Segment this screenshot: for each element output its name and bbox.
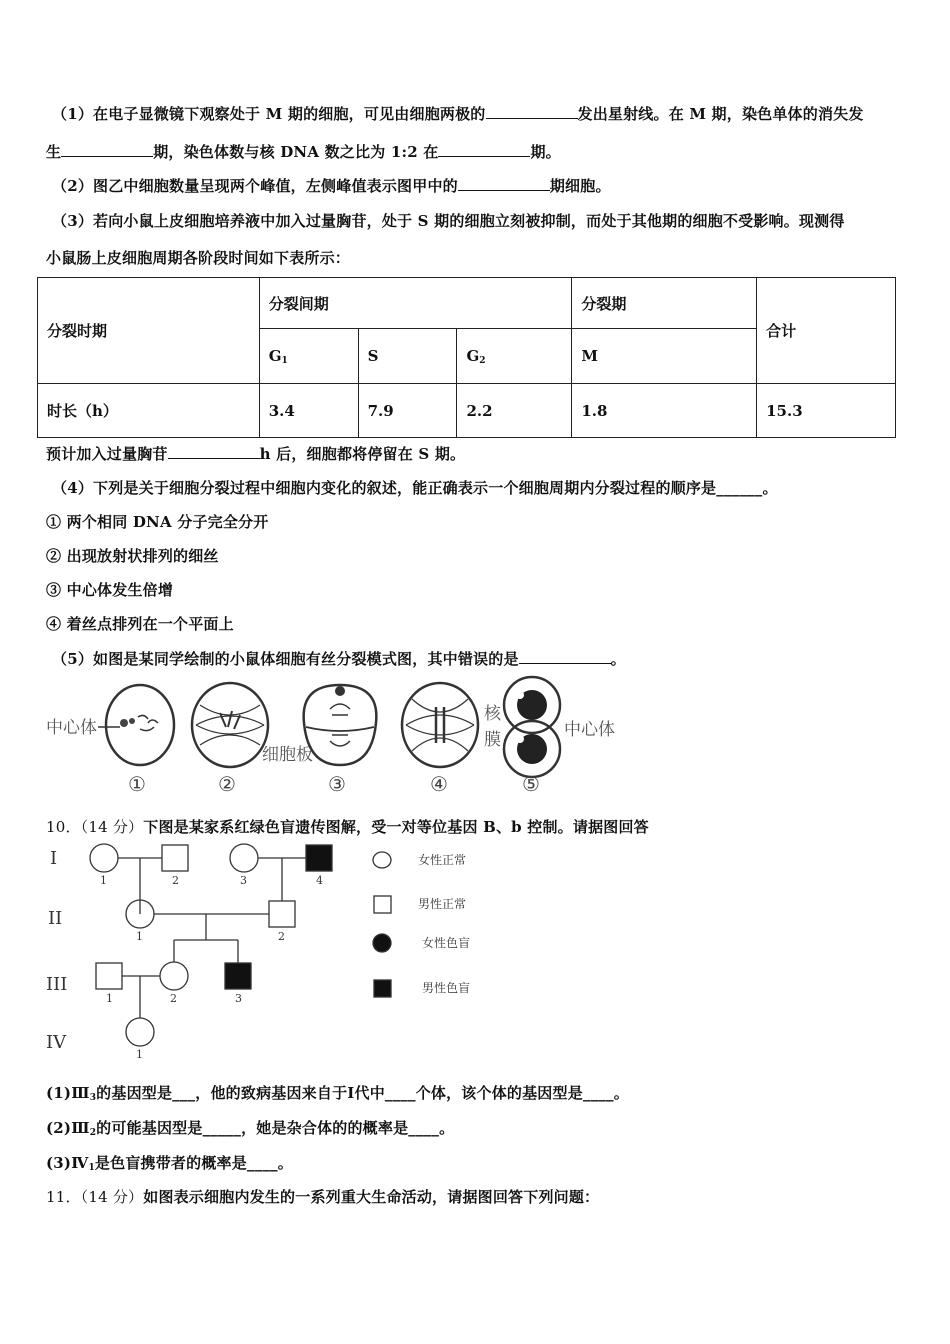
table-header-g1: $G_1$ [259,329,358,384]
cell-cycle-table [37,277,896,438]
table-row-label: 时长（h） [38,384,260,438]
individual-iv1 [126,1018,154,1046]
table-header-total: 合计 [757,278,896,384]
answer-blank[interactable] [168,444,260,459]
q9-part1-line2: 生 期，染色体数与核 DNA 数之比为 1:2 在 期。 [46,143,561,161]
q9-part4: （4）下列是关于细胞分裂过程中细胞内变化的叙述，能正确表示一个细胞周期内分裂过程的顺序是______。 [52,479,778,497]
legend-male-colorblind-icon [374,980,391,997]
figure-number-1: ① [128,772,146,796]
individual-i2 [162,845,188,871]
q10-sub3: $(3)Ⅳ_1$是色盲携带者的概率是____。 [46,1154,293,1173]
figure-number-3: ③ [328,772,346,796]
label-nuclear: 核 [484,704,501,724]
answer-blank[interactable] [458,176,550,191]
generation-label: II [48,908,63,929]
legend-female-normal-icon [373,852,391,868]
legend-female-colorblind-icon [373,934,391,952]
svg-text:1: 1 [136,930,143,943]
individual-iii2 [160,962,188,990]
q9-part5: （5）如图是某同学绘制的小鼠体细胞有丝分裂模式图，其中错误的是 。 [52,650,626,668]
table-header-division: 分裂期 [572,278,757,329]
q9-part2: （2）图乙中细胞数量呈现两个峰值，左侧峰值表示图甲中的 期细胞。 [52,177,611,195]
svg-text:3: 3 [235,992,242,1005]
table-cell-g1: 3.4 [259,384,358,438]
option-1: ① 两个相同 DNA 分子完全分开 [46,513,269,531]
legend-male-normal-icon [374,896,391,913]
option-3: ③ 中心体发生倍增 [46,581,174,599]
individual-i1 [90,844,118,872]
q9-part3-line1: （3）若向小鼠上皮细胞培养液中加入过量胸苷，处于 S 期的细胞立刻被抑制，而处于其他期的细胞不受影响。现测得 [52,212,845,230]
label-centrosome-left: 中心体 [46,718,97,738]
q10-sub2: $(2)Ⅲ_2$的可能基因型是_____，她是杂合体的的概率是____。 [46,1119,455,1138]
cell-4 [402,683,478,767]
legend-male-normal: 男性正常 [418,897,467,911]
svg-text:3: 3 [240,874,247,887]
legend-female-normal: 女性正常 [418,853,467,867]
svg-text:2: 2 [172,874,179,887]
individual-iii1 [96,963,122,989]
figure-number-5: ⑤ [522,772,540,796]
table-cell-total: 15.3 [757,384,896,438]
table-cell-m: 1.8 [572,384,757,438]
q10-title: 10．（14 分）下图是某家系红绿色盲遗传图解，受一对等位基因 B、b 控制。请据图回答 [46,818,649,836]
table-cell-s: 7.9 [358,384,457,438]
table-header-interphase: 分裂间期 [259,278,572,329]
answer-blank[interactable] [438,142,530,157]
legend-male-colorblind: 男性色盲 [422,981,471,995]
svg-text:1: 1 [106,992,113,1005]
figure-number-4: ④ [430,772,448,796]
table-header-s: S [358,329,457,384]
svg-text:4: 4 [316,874,323,887]
svg-text:1: 1 [136,1048,143,1061]
answer-blank[interactable] [61,142,153,157]
answer-blank[interactable] [486,104,578,119]
cell-2 [192,683,268,767]
individual-iii3 [225,963,251,989]
svg-text:2: 2 [170,992,177,1005]
label-centrosome-right: 中心体 [564,720,615,740]
q9-part1-line1: （1）在电子显微镜下观察处于 M 期的细胞，可见由细胞两极的 发出星射线。在 M 期，染色单体的消失发 [52,105,864,123]
q9-thymidine-line: 预计加入过量胸苷 h 后，细胞都将停留在 S 期。 [46,445,466,463]
label-cell-plate: 细胞板 [262,745,313,765]
q11-title: 11．（14 分）如图表示细胞内发生的一系列重大生命活动，请据图回答下列问题： [46,1188,600,1206]
individual-i4 [306,845,332,871]
mitosis-diagram [40,675,640,800]
table-header-g2: $G_2$ [457,329,572,384]
cell-1 [106,685,174,765]
table-header-phase: 分裂时期 [38,278,260,384]
generation-label: IV [46,1032,67,1053]
q10-sub1: $(1)Ⅲ_3$的基因型是___，他的致病基因来自于Ⅰ代中____个体，该个体的基因型是____。 [46,1084,629,1103]
svg-text:2: 2 [278,930,285,943]
figure-number-2: ② [218,772,236,796]
pedigree-chart [40,838,520,1063]
table-cell-g2: 2.2 [457,384,572,438]
label-membrane: 膜 [484,730,501,750]
individual-ii2 [269,901,295,927]
legend-female-colorblind: 女性色盲 [422,936,471,950]
answer-blank[interactable] [519,649,611,664]
table-header-m: M [572,329,757,384]
cell-3 [304,685,377,765]
generation-label: I [50,848,58,869]
generation-label: III [46,974,68,995]
option-2: ② 出现放射状排列的细丝 [46,547,219,565]
q9-part3-line2: 小鼠肠上皮细胞周期各阶段时间如下表所示： [46,249,351,267]
option-4: ④ 着丝点排列在一个平面上 [46,615,234,633]
svg-text:1: 1 [100,874,107,887]
individual-i3 [230,844,258,872]
